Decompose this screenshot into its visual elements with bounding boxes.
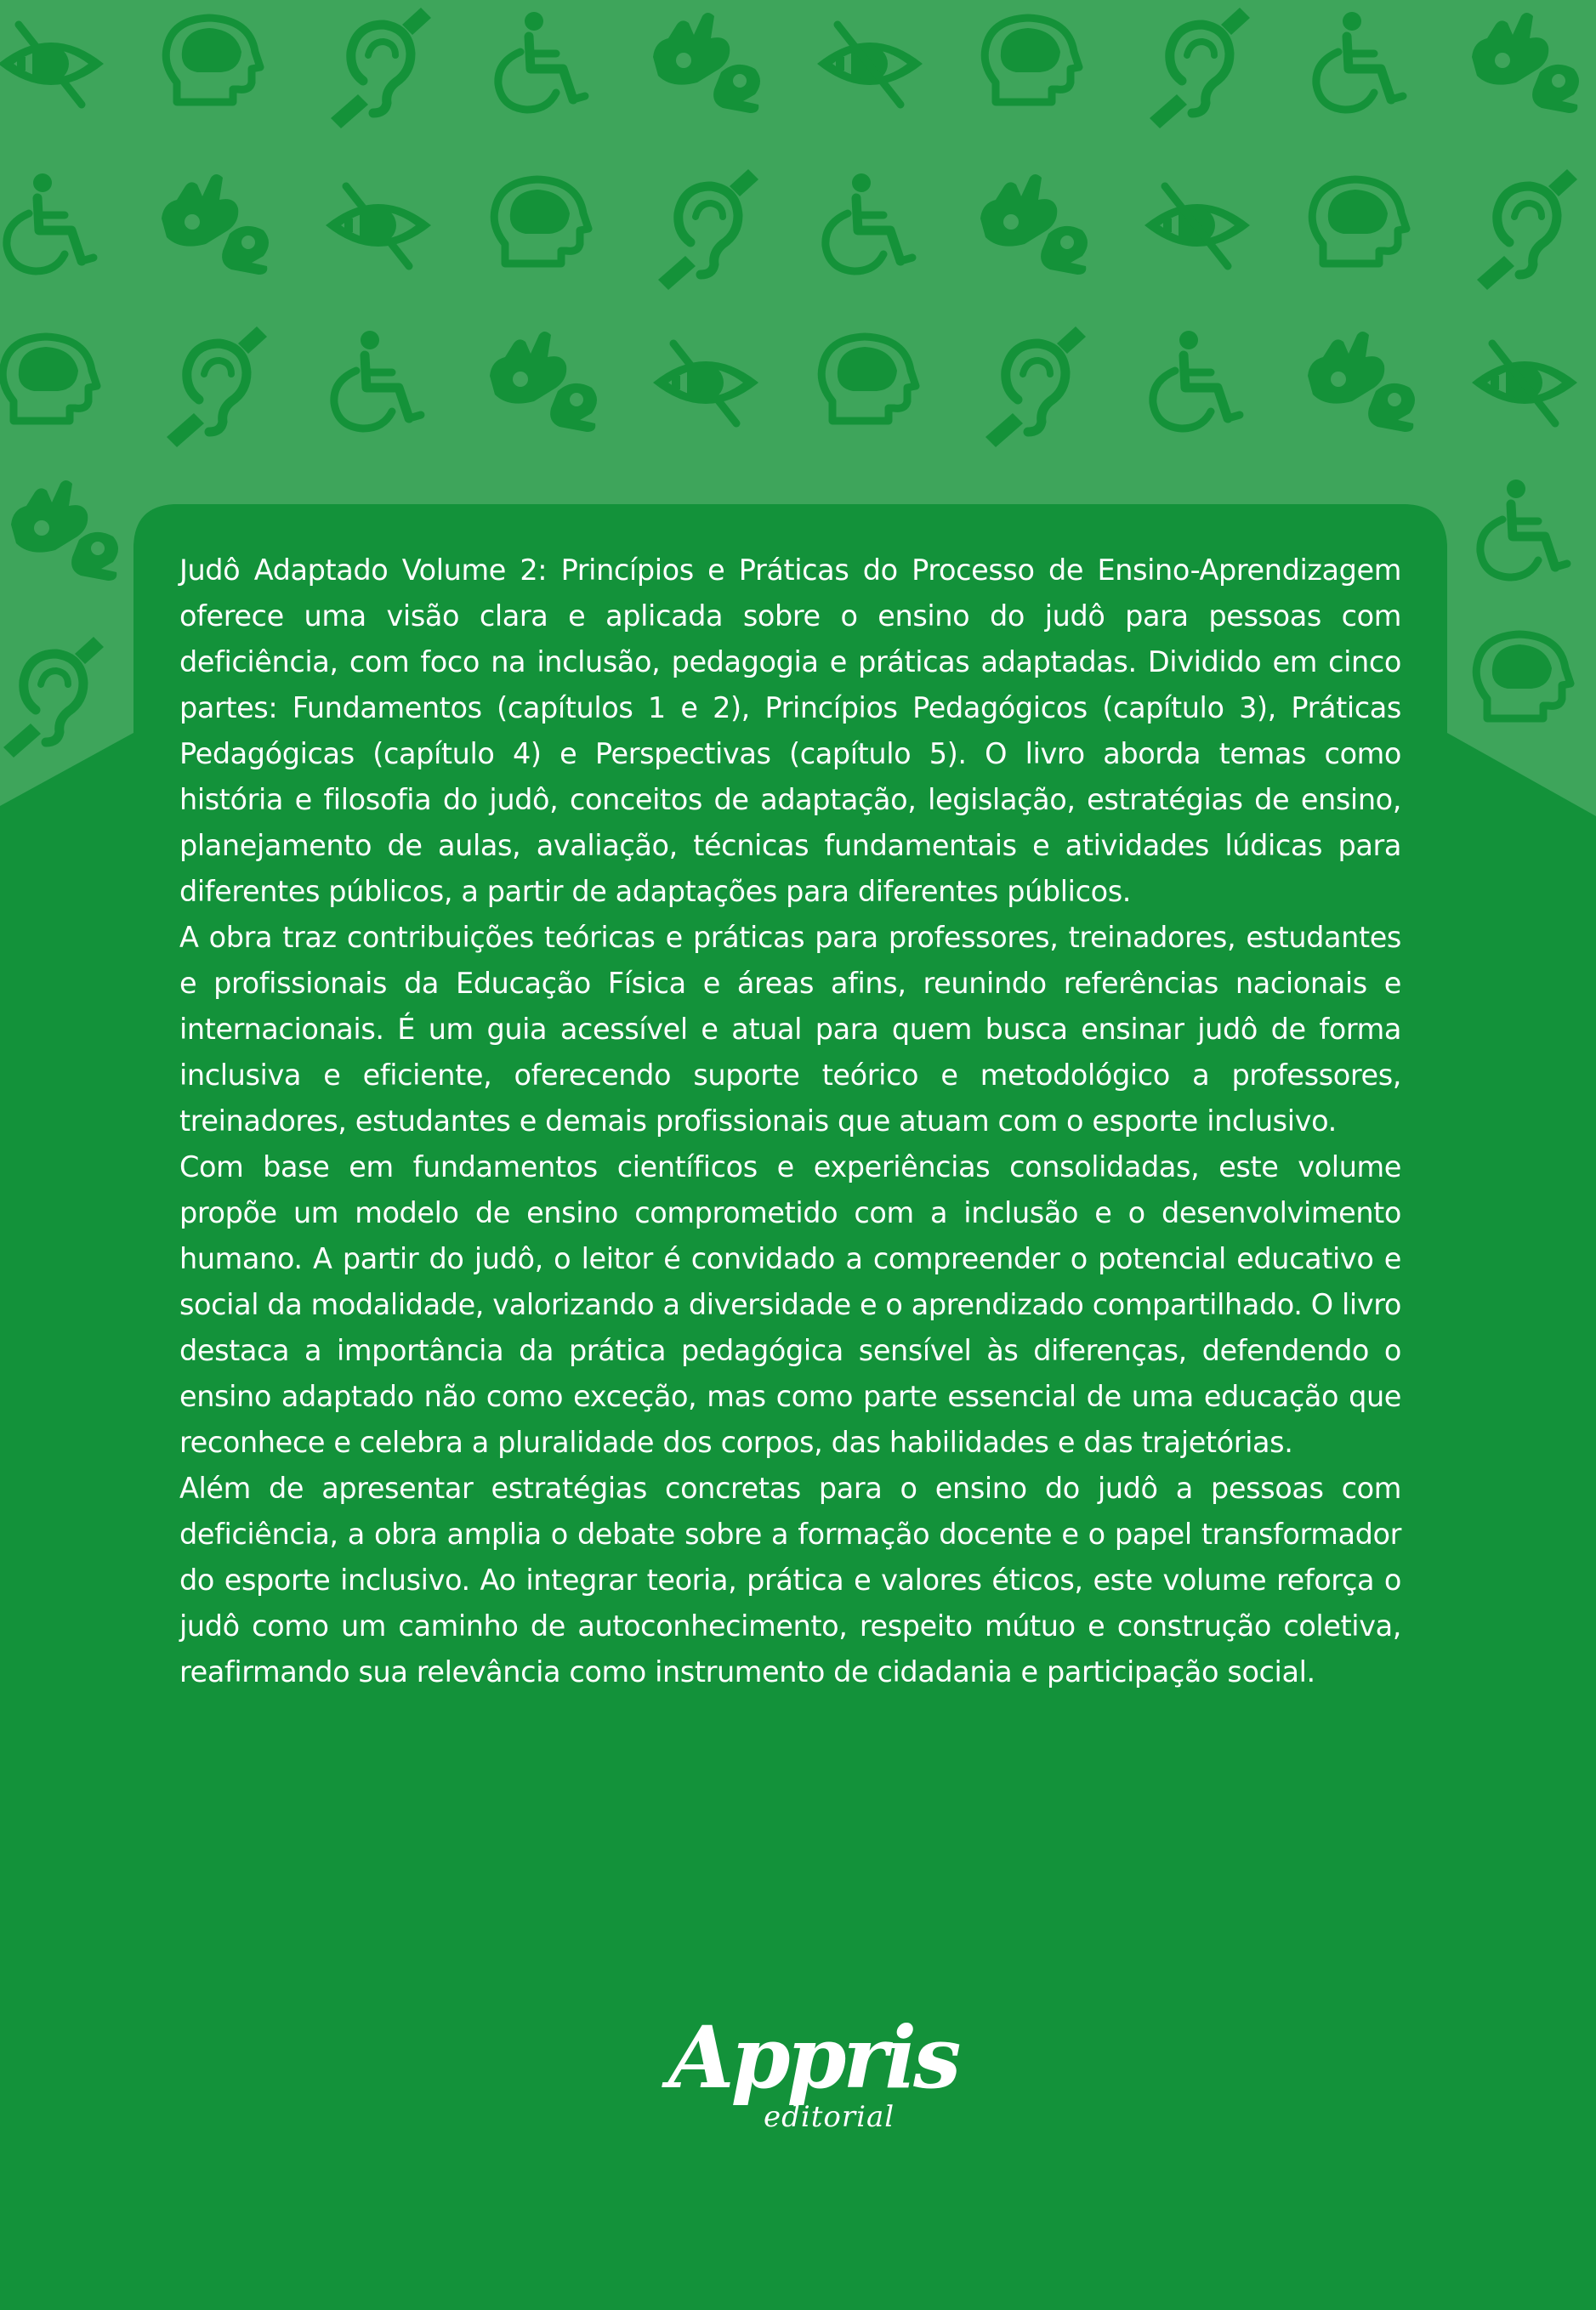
synopsis-paragraph: Além de apresentar estratégias concretas para o ensino do judô a pessoas com deficiência, a obra amplia o debate sobre a formação docente e o papel transformador do esporte inclusivo. Ao integrar teoria, prática e valores éticos, este volume reforça o judô como um caminho de autoconhecimento, respeito mútuo e construção coletiva, reafirmando sua relevância como instrumento de cidadania e participação social. <box>179 1472 1401 1689</box>
synopsis-paragraph: A obra traz contribuições teóricas e práticas para professores, treinadores, estudantes e profissionais da Educação Física e áreas afins, reunindo referências nacionais e internacionais. É um guia acessível e atual para quem busca ensinar judô de forma inclusiva e eficiente, oferecendo suporte teórico e metodológico a professores, treinadores, estudantes e demais profissionais que atuam com o esporte inclusivo. <box>179 921 1401 1138</box>
synopsis-text <box>179 548 1401 1695</box>
publisher-logo-wordmark: Appris <box>668 2007 958 2108</box>
publisher-logo <box>653 2006 958 2143</box>
synopsis-paragraph: Com base em fundamentos científicos e experiências consolidadas, este volume propõe um modelo de ensino comprometido com a inclusão e o desenvolvimento humano. A partir do judô, o leitor é convidado a compreender o potencial educativo e social da modalidade, valorizando a diversidade e o aprendizado compartilhado. O livro destaca a importância da prática pedagógica sensível às diferenças, defendendo o ensino adaptado não como exceção, mas como parte essencial de uma educação que reconhece e celebra a pluralidade dos corpos, das habilidades e das trajetórias. <box>179 1150 1401 1459</box>
publisher-logo-subtitle: editorial <box>764 2100 895 2134</box>
synopsis-paragraph: Judô Adaptado Volume 2: Princípios e Práticas do Processo de Ensino-Aprendizagem oferece uma visão clara e aplicada sobre o ensino do judô para pessoas com deficiência, com foco na inclusão, pedagogia e práticas adaptadas. Dividido em cinco partes: Fundamentos (capítulos 1 e 2), Princípios Pedagógicos (capítulo 3), Práticas Pedagógicas (capítulo 4) e Perspectivas (capítulo 5). O livro aborda temas como história e filosofia do judô, conceitos de adaptação, legislação, estratégias de ensino, planejamento de aulas, avaliação, técnicas fundamentais e atividades lúdicas para diferentes públicos, a partir de adaptações para diferentes públicos. <box>179 553 1401 908</box>
